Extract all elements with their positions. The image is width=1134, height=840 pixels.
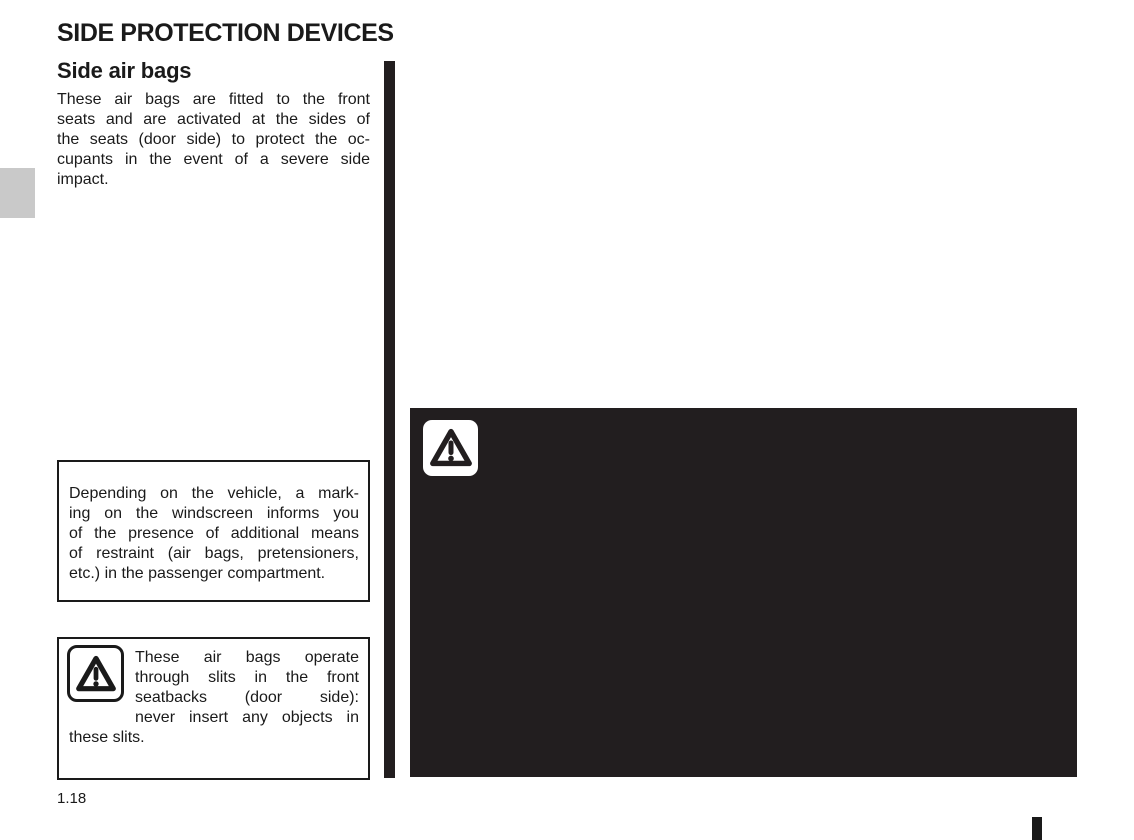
intro-line: These air bags are fitted to the front	[57, 91, 370, 108]
intro-line: the seats (door side) to protect the oc-	[57, 131, 370, 148]
windscreen-note-line: etc.) in the passenger compartment.	[69, 565, 326, 582]
warning-note-line: These air bags operate	[135, 649, 359, 666]
intro-paragraph	[57, 90, 370, 190]
windscreen-note-line: of the presence of additional means	[69, 525, 359, 542]
warning-illustration-panel	[410, 408, 1077, 777]
column-divider-bar	[384, 61, 395, 778]
page-edge-marker	[1032, 817, 1042, 840]
intro-line: impact.	[57, 171, 109, 188]
warning-note-line: these slits.	[69, 729, 145, 746]
intro-line: seats and are activated at the sides of	[57, 111, 370, 128]
page-title: SIDE PROTECTION DEVICES	[57, 19, 394, 47]
warning-triangle-icon	[67, 645, 124, 702]
windscreen-note-box	[57, 460, 370, 602]
warning-note-line: seatbacks (door side):	[135, 689, 359, 706]
warning-note-box	[57, 637, 370, 780]
page-number: 1.18	[57, 790, 87, 807]
windscreen-note-line: Depending on the vehicle, a mark-	[69, 485, 359, 502]
section-heading: Side air bags	[57, 58, 192, 83]
warning-triangle-icon	[423, 420, 478, 476]
windscreen-note-line: of restraint (air bags, pretensioners,	[69, 545, 359, 562]
intro-line: cupants in the event of a severe side	[57, 151, 370, 168]
warning-note-line: never insert any objects in	[135, 709, 359, 726]
chapter-tab-marker	[0, 168, 35, 218]
warning-note-line: through slits in the front	[135, 669, 359, 686]
windscreen-note-line: ing on the windscreen informs you	[69, 505, 359, 522]
